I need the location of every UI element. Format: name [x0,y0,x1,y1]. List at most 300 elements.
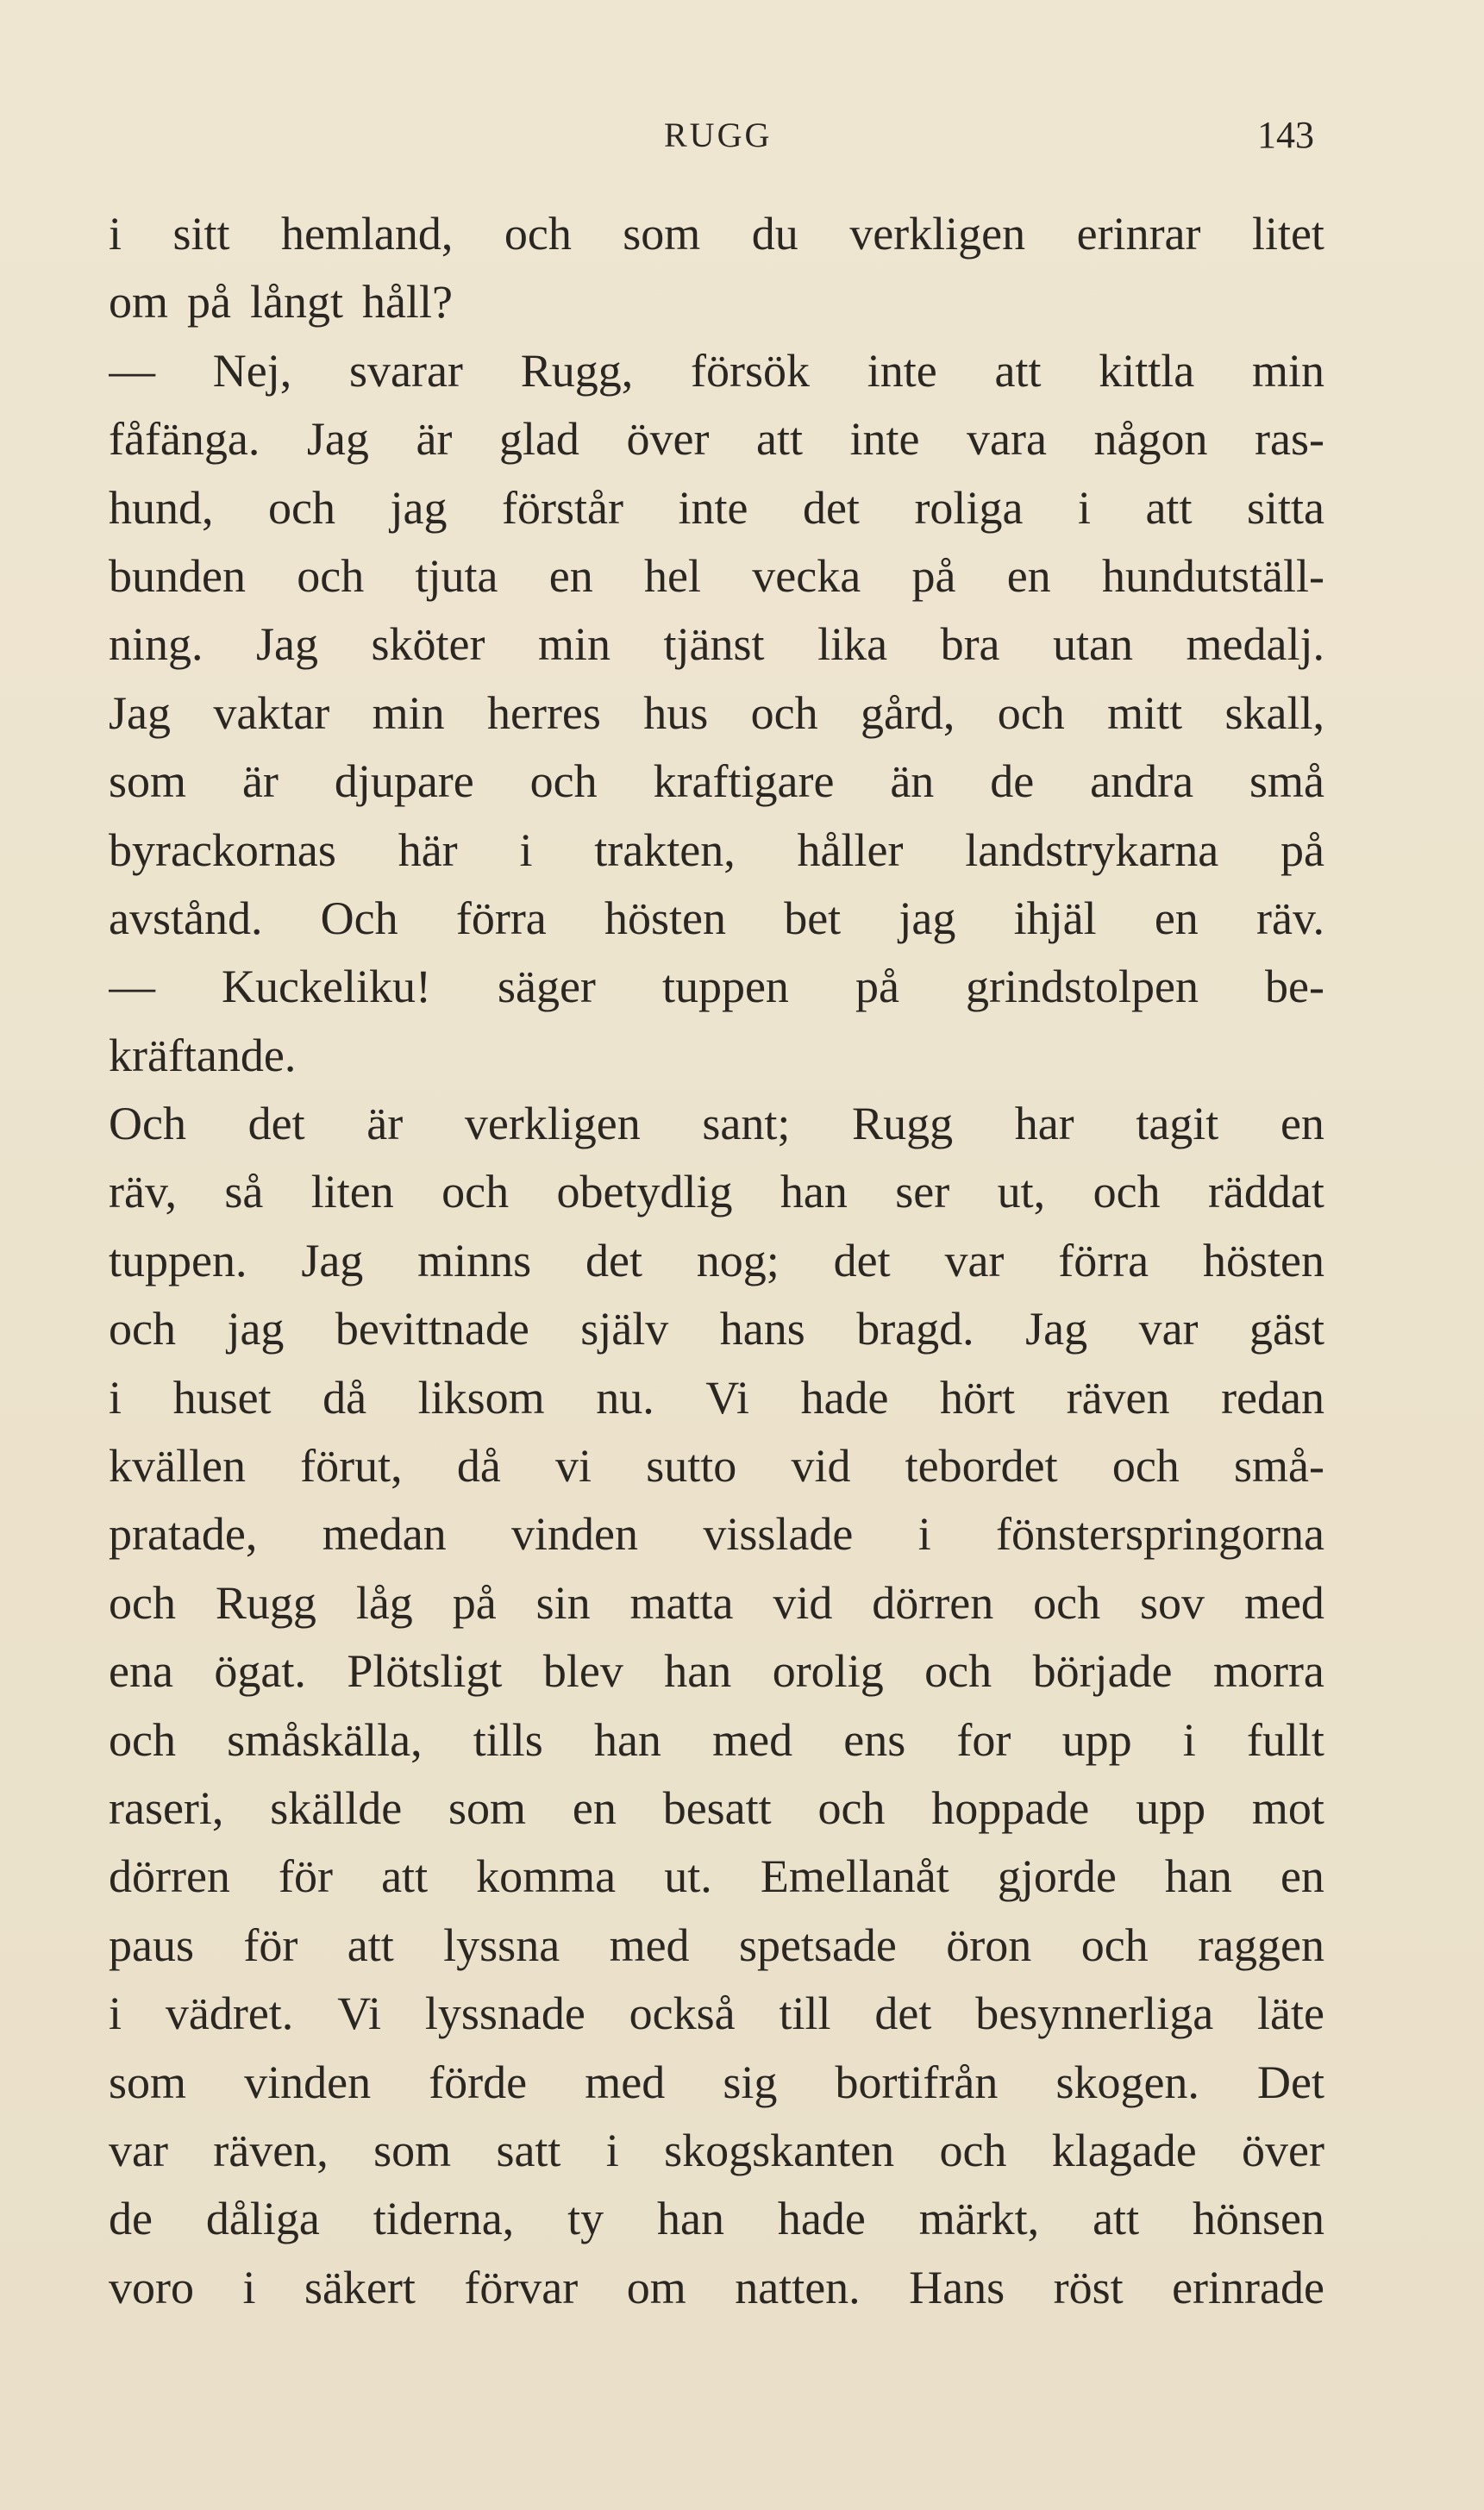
word: kittla [1099,344,1195,397]
word: i [605,2124,619,2176]
word: någon [1093,413,1208,466]
word: i [917,1508,931,1561]
word: det [833,1234,891,1286]
word: vädret. [165,1987,294,2040]
word: märkt, [918,2193,1040,2245]
word: i [242,2261,256,2313]
word: för [243,1918,298,1971]
word: kräftande. [109,1029,297,1081]
word: glad [498,413,579,466]
word: ögat. [214,1645,306,1698]
text-line [109,268,1324,336]
word: har [1014,1098,1074,1150]
word: sant; [702,1098,791,1150]
word: klagade [1051,2124,1197,2176]
word: tjuta [415,549,498,602]
word: en [572,1781,617,1834]
word: lyssnade [424,1987,585,2040]
word: en [1280,1098,1324,1150]
word: voro [109,2261,194,2313]
word: be- [1264,961,1324,1013]
word: i [109,1987,122,2040]
word: småskälla, [227,1713,423,1766]
text-line [109,2117,1324,2185]
word: och [939,2124,1007,2176]
word: inte [867,344,937,397]
word: som [109,755,187,808]
word: satt [496,2124,561,2176]
text-line [109,885,1324,953]
word: hoppade [931,1781,1090,1834]
text-line [109,2049,1324,2117]
word: än [890,755,935,808]
word: bra [940,618,1000,671]
word: spetsade [738,1918,897,1971]
text-line [109,1706,1324,1775]
word: morra [1212,1645,1324,1698]
word: upp [1136,1781,1206,1834]
word: små- [1233,1440,1324,1493]
word: och [997,686,1065,739]
word: natten. [735,2261,861,2313]
text-line [109,1364,1324,1432]
word: han [657,2193,724,2245]
word: ser [895,1166,950,1218]
word: sitta [1246,481,1324,534]
word: avstånd. [109,892,263,944]
word: håll? [361,276,453,329]
word: fönsterspringorna [996,1508,1324,1561]
word: Nej, [212,344,292,397]
word: sin [535,1576,591,1629]
word: sov [1140,1576,1205,1629]
word: och [441,1166,510,1218]
word: han [1164,1850,1232,1903]
word: bevittnade [335,1303,529,1355]
word: räv. [1256,892,1324,944]
text-line [109,337,1324,405]
word: långt [249,276,343,329]
word: upp [1061,1713,1132,1766]
word: liksom [417,1371,545,1424]
word: och [268,481,335,534]
word: i [1077,481,1091,534]
word: ut. [664,1850,712,1903]
word: på [1280,823,1324,876]
word: bet [784,892,842,944]
word: ut, [997,1166,1046,1218]
word: hans [719,1303,805,1355]
word: han [664,1645,732,1698]
text-line [109,679,1324,748]
word: skogen. [1055,2056,1199,2108]
word: tebordet [905,1440,1058,1493]
word: och [297,549,365,602]
text-line [109,2185,1324,2253]
word: mot [1251,1781,1324,1834]
word: raggen [1198,1918,1324,1971]
word: hundutställ- [1101,549,1324,602]
text-line [109,1775,1324,1843]
word: och [1033,1576,1101,1629]
word: Och [320,892,398,944]
word: som [448,1781,527,1834]
text-line [109,2254,1324,2322]
word: sig [723,2056,778,2108]
word: erinrade [1172,2261,1324,2313]
word: besynnerliga [975,1987,1214,2040]
word: och [109,1576,176,1629]
word: som [623,208,701,260]
word: det [802,481,860,534]
word: vara [967,413,1047,466]
text-line [109,1295,1324,1363]
word: läte [1257,1987,1324,2040]
text-line [109,1980,1324,2048]
word: ras- [1255,413,1324,466]
word: nu. [596,1371,654,1424]
word: minns [417,1234,532,1286]
word: över [626,413,710,466]
word: inte [849,413,920,466]
word: en [1280,1850,1324,1903]
word: Jag [256,618,319,671]
word: Emellanåt [760,1850,949,1903]
word: orolig [772,1645,884,1698]
word: och [817,1781,886,1834]
word: obetydlig [556,1166,733,1218]
word: hade [777,2193,866,2245]
word: på [452,1576,497,1629]
text-line [109,1022,1324,1090]
word: min [538,618,611,671]
page-number: 143 [1257,114,1314,156]
word: raseri, [109,1781,224,1834]
word: jag [227,1303,285,1355]
word: till [779,1987,831,2040]
word: och [1080,1918,1149,1971]
word: säger [497,961,596,1013]
text-line [109,1227,1324,1295]
word: var [944,1234,1005,1286]
word: i [1182,1713,1196,1766]
word: gäst [1249,1303,1324,1355]
word: håller [797,823,904,876]
word: var [109,2124,168,2176]
word: fåfänga. [109,413,260,466]
word: vinden [244,2056,372,2108]
word: gård, [860,686,955,739]
word: som [109,2056,187,2108]
word: min [1251,344,1324,397]
word: djupare [334,755,474,808]
word: då [456,1440,501,1493]
word: är [241,755,279,808]
word: och [1111,1440,1180,1493]
word: skogskanten [664,2124,895,2176]
word: förstår [502,481,623,534]
word: tuppen [661,961,789,1013]
text-line [109,1912,1324,1980]
word: vecka [752,549,861,602]
word: skall, [1224,686,1324,739]
word: kvällen [109,1440,246,1493]
word: att [347,1918,394,1971]
word: och [504,208,572,260]
word: räddat [1207,1166,1324,1218]
text-line [109,1569,1324,1637]
word: började [1032,1645,1173,1698]
text-line [109,748,1324,816]
word: också [629,1987,736,2040]
word: Rugg, [520,344,634,397]
text-line [109,1500,1324,1568]
word: for [956,1713,1011,1766]
word: min [372,686,445,739]
word: inte [678,481,748,534]
page-header [0,114,1484,157]
word: tiderna, [373,2193,515,2245]
word: Rugg [215,1576,316,1629]
word: trakten, [594,823,736,876]
word: sitt [172,208,230,260]
word: att [1093,2193,1140,2245]
text-line [109,1637,1324,1706]
word: att [994,344,1042,397]
word: vaktar [213,686,330,739]
word: med [712,1713,793,1766]
word: att [755,413,803,466]
word: röst [1053,2261,1124,2313]
word: i [519,823,533,876]
word: liten [310,1166,394,1218]
word: Jag [1025,1303,1088,1355]
word: — [109,344,155,397]
word: var [1138,1303,1199,1355]
word: på [911,549,956,602]
word: sutto [646,1440,737,1493]
word: över [1242,2124,1324,2176]
word: medan [322,1508,447,1561]
word: ens [843,1713,906,1766]
word: vid [791,1440,851,1493]
word: en [1006,549,1051,602]
word: utan [1053,618,1134,671]
word: nog; [696,1234,780,1286]
word: hade [800,1371,889,1424]
word: och [109,1303,176,1355]
word: han [593,1713,661,1766]
word: om [626,2261,686,2313]
word: en [1154,892,1199,944]
word: det [247,1098,305,1150]
word: besatt [662,1781,772,1834]
word: bragd. [856,1303,974,1355]
word: i [109,1371,122,1424]
word: ty [567,2193,604,2245]
word: förra [455,892,547,944]
word: visslade [703,1508,854,1561]
running-head: RUGG [664,116,773,154]
word: tjänst [663,618,765,671]
word: medalj. [1186,618,1324,671]
word: är [366,1098,404,1150]
word: verkligen [464,1098,641,1150]
word: Jag [306,413,369,466]
word: ena [109,1645,173,1698]
word: vinden [511,1508,639,1561]
word: Vi [337,1987,381,2040]
word: komma [476,1850,617,1903]
word: dåliga [205,2193,320,2245]
word: om [109,276,169,329]
word: — [109,961,155,1013]
text-line [109,405,1324,473]
word: förvar [464,2261,579,2313]
word: i [109,208,122,260]
word: hund, [109,481,214,534]
word: Plötsligt [347,1645,503,1698]
text-line [109,1843,1324,1911]
word: hönsen [1192,2193,1324,2245]
word: hösten [604,892,726,944]
word: hemland, [280,208,454,260]
word: Rugg [852,1098,954,1150]
word: pratade, [109,1508,258,1561]
word: dörren [872,1576,994,1629]
word: de [109,2193,153,2245]
word: tills [473,1713,543,1766]
word: vid [773,1576,833,1629]
word: lyssna [443,1918,560,1971]
word: du [751,208,798,260]
word: verkligen [849,208,1026,260]
word: med [585,2056,666,2108]
word: öron [946,1918,1032,1971]
word: huset [172,1371,272,1424]
word: Och [109,1098,186,1150]
word: på [855,961,899,1013]
word: som [373,2124,452,2176]
word: små [1249,755,1324,808]
word: lika [817,618,888,671]
word: förut, [300,1440,403,1493]
word: ihjäl [1013,892,1097,944]
word: matta [629,1576,734,1629]
word: han [780,1166,848,1218]
word: dörren [109,1850,230,1903]
word: och [109,1713,176,1766]
body-text [109,200,1324,2322]
word: hel [644,549,701,602]
word: svarar [349,344,463,397]
word: på [187,276,231,329]
word: räven [1066,1371,1170,1424]
word: Jag [109,686,171,739]
word: byrackornas [109,823,336,876]
word: jag [390,481,448,534]
word: gjorde [997,1850,1117,1903]
word: en [548,549,593,602]
word: bortifrån [835,2056,999,2108]
word: grindstolpen [965,961,1199,1013]
word: försök [690,344,810,397]
word: paus [109,1918,194,1971]
word: hört [940,1371,1016,1424]
word: är [416,413,453,466]
word: Kuckeliku! [222,961,431,1013]
word: mitt [1107,686,1183,739]
word: med [609,1918,690,1971]
text-line [109,200,1324,268]
word: hus [643,686,709,739]
word: landstrykarna [965,823,1219,876]
word: låg [355,1576,413,1629]
word: förra [1058,1234,1149,1286]
text-line [109,610,1324,679]
word: själv [580,1303,669,1355]
text-line [109,1432,1324,1500]
word: säkert [304,2261,416,2313]
word: här [398,823,458,876]
word: räv, [109,1166,177,1218]
word: och [1093,1166,1161,1218]
word: blev [542,1645,623,1698]
word: tuppen. [109,1234,247,1286]
word: tagit [1136,1098,1219,1150]
word: andra [1090,755,1194,808]
word: erinrar [1076,208,1201,260]
word: och [750,686,818,739]
word: de [990,755,1035,808]
word: herres [487,686,601,739]
word: jag [899,892,956,944]
word: att [1145,481,1193,534]
word: det [585,1234,642,1286]
word: räven, [213,2124,329,2176]
text-line [109,1090,1324,1158]
word: Hans [909,2261,1005,2313]
word: ning. [109,618,204,671]
word: Vi [705,1371,750,1424]
word: roliga [914,481,1024,534]
word: det [874,1987,932,2040]
word: så [224,1166,264,1218]
word: för [279,1850,333,1903]
word: litet [1251,208,1324,260]
text-line [109,953,1324,1021]
word: fullt [1246,1713,1324,1766]
text-line [109,817,1324,885]
word: skällde [270,1781,403,1834]
word: hösten [1202,1234,1324,1286]
word: vi [555,1440,592,1493]
word: Jag [301,1234,364,1286]
word: då [322,1371,367,1424]
word: med [1243,1576,1324,1629]
word: bunden [109,549,246,602]
text-line [109,474,1324,542]
word: förde [429,2056,528,2108]
word: och [529,755,598,808]
word: redan [1221,1371,1324,1424]
word: kraftigare [653,755,835,808]
word: sköter [371,618,485,671]
word: Det [1257,2056,1324,2108]
text-line [109,542,1324,610]
word: att [381,1850,429,1903]
text-line [109,1158,1324,1226]
